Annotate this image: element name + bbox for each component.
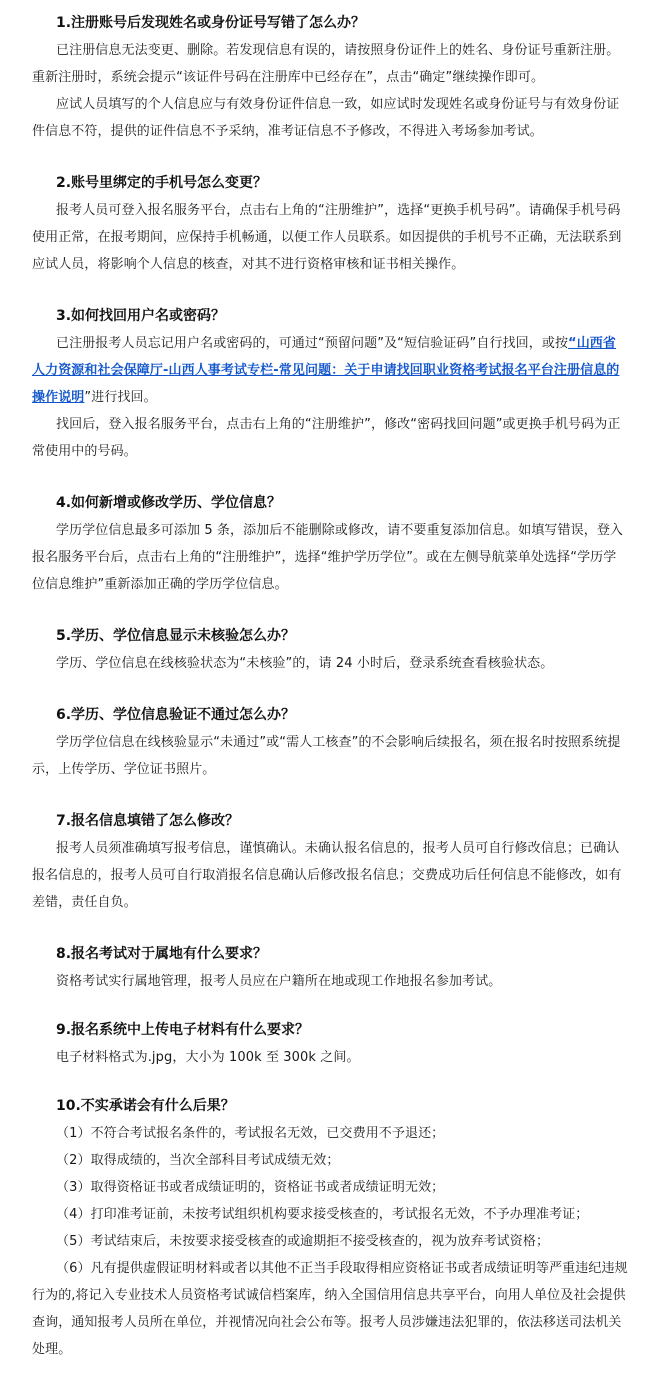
consequence-item: （5）考试结束后，未按要求接受核查的或逾期拒不接受核查的，视为放弃考试资格； bbox=[56, 1234, 550, 1249]
faq-question: 1.注册账号后发现姓名或身份证号写错了怎么办？ bbox=[56, 15, 366, 31]
faq-answer: 资格考试实行属地管理，报考人员应在户籍所在地或现工作地报名参加考试。 bbox=[56, 974, 502, 989]
faq-answer: 找回后，登入报名服务平台，点击右上角的“注册维护”，修改“密码找回问题”或更换手机号码为正常使用中的号码。 bbox=[32, 417, 621, 459]
faq-answer bbox=[32, 330, 629, 411]
consequence-item: （4）打印准考证前，未按考试组织机构要求接受核查的，考试报名无效，不予办理准考证； bbox=[56, 1207, 589, 1222]
faq-9 bbox=[32, 1017, 629, 1071]
consequence-item: （2）取得成绩的，当次全部科目考试成绩无效； bbox=[56, 1153, 340, 1168]
faq-4 bbox=[32, 490, 629, 598]
faq-answer: 已注册信息无法变更、删除。若发现信息有误的，请按照身份证件上的姓名、身份证号重新注册。重新注册时，系统会提示“该证件号码在注册库中已经存在”，点击“确定”继续操作即可。 bbox=[32, 43, 620, 85]
faq-answer: 学历学位信息在线核验显示“未通过”或“需人工核查”的不会影响后续报名，须在报名时按照系统提示，上传学历、学位证书照片。 bbox=[32, 735, 621, 777]
faq-10 bbox=[32, 1093, 629, 1363]
faq-answer: 报考人员可登入报名服务平台，点击右上角的“注册维护”，选择“更换手机号码”。请确保手机号码使用正常，在报考期间，应保持手机畅通，以便工作人员联系。如因提供的手机号不正确，无法联系到应试人员，将影响个人信息的核查，对其不进行资格审核和证书相关操作。 bbox=[32, 203, 622, 272]
faq-question: 8.报名考试对于属地有什么要求？ bbox=[56, 946, 268, 962]
faq-answer: 电子材料格式为.jpg，大小为 100k 至 300k 之间。 bbox=[56, 1050, 360, 1065]
faq-3 bbox=[32, 303, 629, 465]
faq-question: 9.报名系统中上传电子材料有什么要求？ bbox=[56, 1022, 310, 1038]
faq-7 bbox=[32, 808, 629, 916]
answer-text: 已注册报考人员忘记用户名或密码的，可通过“预留问题”及“短信验证码”自行找回，或按 bbox=[56, 336, 569, 351]
faq-question: 6.学历、学位信息验证不通过怎么办？ bbox=[56, 707, 296, 723]
faq-question: 7.报名信息填错了怎么修改？ bbox=[56, 813, 240, 829]
faq-8 bbox=[32, 941, 629, 995]
faq-answer: 学历学位信息最多可添加 5 条，添加后不能删除或修改，请不要重复添加信息。如填写错误，登入报名服务平台后，点击右上角的“注册维护”，选择“维护学历学位”。或在左侧导航菜单处选择“学历学位信息维护”重新添加正确的学历学位信息。 bbox=[32, 523, 624, 592]
guide-link[interactable]: “山西省人力资源和社会保障厅-山西人事考试专栏-常见问题：关于申请找回职业资格考试报名平台注册信息的操作说明 bbox=[32, 336, 620, 405]
faq-5 bbox=[32, 623, 629, 677]
faq-question: 3.如何找回用户名或密码？ bbox=[56, 308, 226, 324]
faq-question: 10.不实承诺会有什么后果？ bbox=[56, 1098, 235, 1114]
answer-text: ”进行找回。 bbox=[84, 390, 157, 405]
consequence-item: （3）取得资格证书或者成绩证明的，资格证书或者成绩证明无效； bbox=[56, 1180, 445, 1195]
consequence-item: （1）不符合考试报名条件的，考试报名无效，已交费用不予退还； bbox=[56, 1126, 445, 1141]
faq-answer: 应试人员填写的个人信息应与有效身份证件信息一致，如应试时发现姓名或身份证号与有效身份证件信息不符，提供的证件信息不予采纳，准考证信息不予修改，不得进入考场参加考试。 bbox=[32, 97, 620, 139]
faq-answer: 报考人员须准确填写报考信息，谨慎确认。未确认报名信息的，报考人员可自行修改信息；已确认报名信息的，报考人员可自行取消报名信息确认后修改报名信息；交费成功后任何信息不能修改，如有差错，责任自负。 bbox=[32, 841, 622, 910]
faq-1 bbox=[32, 10, 629, 145]
faq-question: 4.如何新增或修改学历、学位信息？ bbox=[56, 495, 282, 511]
faq-6 bbox=[32, 702, 629, 783]
faq-answer: 学历、学位信息在线核验状态为“未核验”的，请 24 小时后，登录系统查看核验状态。 bbox=[56, 656, 554, 671]
faq-question: 5.学历、学位信息显示未核验怎么办？ bbox=[56, 628, 296, 644]
faq-2 bbox=[32, 170, 629, 278]
consequence-item: （6）凡有提供虚假证明材料或者以其他不正当手段取得相应资格证书或者成绩证明等严重违纪违规行为的,将记入专业技术人员资格考试诚信档案库，纳入全国信用信息共享平台，向用人单位及社会提供查询，通知报考人员所在单位，并视情况向社会公布等。报考人员涉嫌违法犯罪的，依法移送司法机关处理。 bbox=[32, 1261, 628, 1357]
faq-question: 2.账号里绑定的手机号怎么变更？ bbox=[56, 175, 268, 191]
